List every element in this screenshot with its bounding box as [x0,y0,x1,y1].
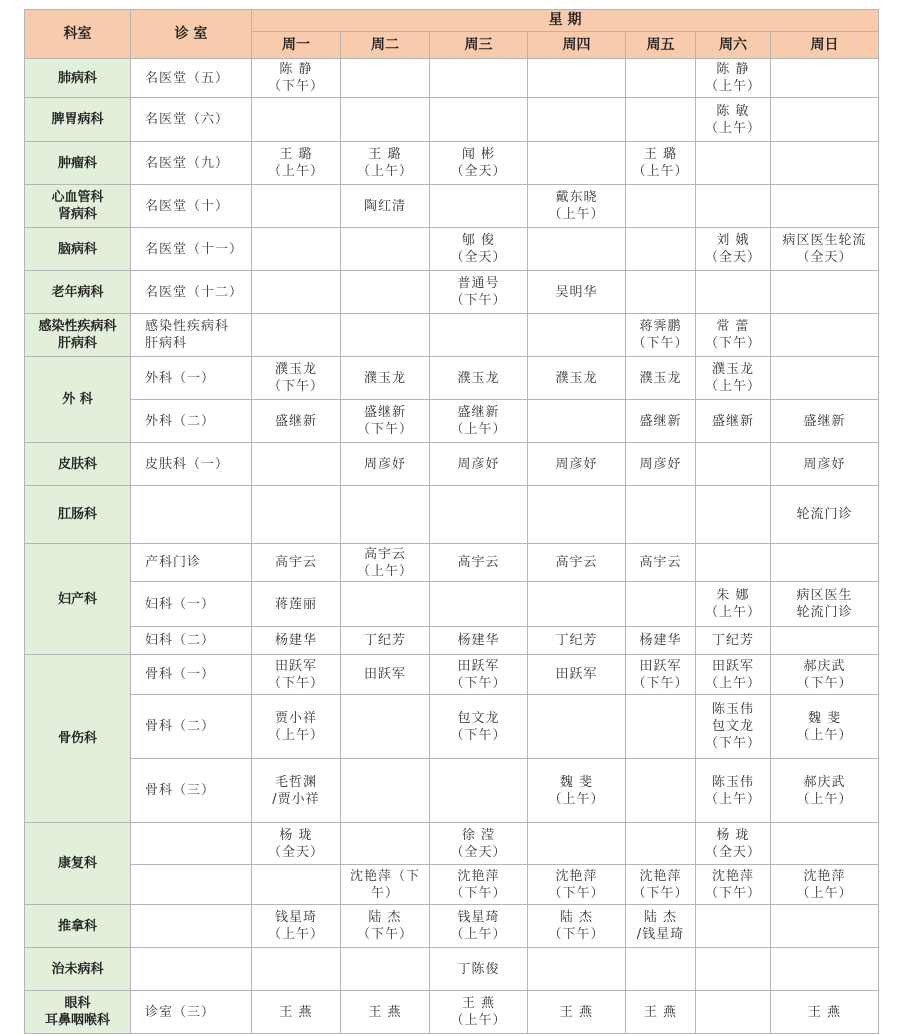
schedule-cell: 徐 滢 （全天） [430,823,528,865]
schedule-cell: 丁纪芳 [696,627,771,655]
schedule-cell [528,98,626,142]
dept-name: 皮肤科 [25,443,131,486]
schedule-cell: 田跃军 （下午） [252,655,341,695]
schedule-cell [696,185,771,228]
schedule-cell [626,59,696,98]
dept-name: 脑病科 [25,228,131,271]
room-name: 骨科（三） [131,759,252,823]
schedule-cell: 杨建华 [252,627,341,655]
schedule-cell [696,142,771,185]
header-dept: 科室 [25,10,131,59]
schedule-cell: 高宇云 （上午） [341,544,430,582]
schedule-cell: 普通号 （下午） [430,271,528,314]
dept-name: 感染性疾病科 肝病科 [25,314,131,357]
schedule-cell: 沈艳萍（下 午） [341,865,430,905]
room-name: 名医堂（十一） [131,228,252,271]
schedule-cell [252,865,341,905]
schedule-cell [771,98,879,142]
schedule-cell [252,314,341,357]
schedule-cell: 王 燕 [341,991,430,1034]
schedule-cell [696,905,771,948]
table-row [25,544,879,582]
schedule-cell: 吴明华 [528,271,626,314]
schedule-cell [252,443,341,486]
schedule-cell: 高宇云 [528,544,626,582]
room-name: 外科（二） [131,400,252,443]
schedule-cell: 陆 杰 （下午） [341,905,430,948]
schedule-cell: 濮玉龙 [430,357,528,400]
schedule-cell: 丁纪芳 [528,627,626,655]
schedule-cell [341,759,430,823]
schedule-cell: 陈 静 （下午） [252,59,341,98]
schedule-cell: 濮玉龙 （下午） [252,357,341,400]
schedule-cell: 周彦妤 [771,443,879,486]
schedule-cell: 王 燕 （上午） [430,991,528,1034]
schedule-cell: 病区医生 轮流门诊 [771,582,879,627]
room-name: 皮肤科（一） [131,443,252,486]
dept-name: 妇产科 [25,544,131,655]
table-row [25,98,879,142]
schedule-cell [626,823,696,865]
schedule-cell [430,98,528,142]
header-day-mon: 周一 [252,32,341,59]
schedule-cell: 杨建华 [626,627,696,655]
schedule-cell: 郝庆武 （上午） [771,759,879,823]
schedule-cell [696,948,771,991]
schedule-cell [341,98,430,142]
room-name: 名医堂（十） [131,185,252,228]
table-row [25,823,879,865]
schedule-cell: 田跃军 （下午） [626,655,696,695]
header-day-sun: 周日 [771,32,879,59]
dept-name: 外 科 [25,357,131,443]
schedule-cell [528,228,626,271]
schedule-cell: 刘 娥 （全天） [696,228,771,271]
schedule-cell: 濮玉龙 [341,357,430,400]
schedule-cell [696,544,771,582]
room-name: 名医堂（十二） [131,271,252,314]
schedule-cell [771,823,879,865]
schedule-cell [771,59,879,98]
schedule-cell: 常 蕾 （下午） [696,314,771,357]
schedule-cell: 盛继新 [626,400,696,443]
header-day-wed: 周三 [430,32,528,59]
table-row [25,443,879,486]
schedule-cell [341,948,430,991]
header-day-tue: 周二 [341,32,430,59]
room-name [131,823,252,865]
schedule-cell: 王 燕 [528,991,626,1034]
schedule-cell [252,185,341,228]
schedule-cell [430,759,528,823]
schedule-cell: 杨 珑 （全天） [252,823,341,865]
schedule-cell: 田跃军 （上午） [696,655,771,695]
schedule-cell [252,948,341,991]
schedule-cell [528,400,626,443]
schedule-cell: 陶红清 [341,185,430,228]
table-row [25,142,879,185]
room-name: 名医堂（六） [131,98,252,142]
schedule-cell [528,486,626,544]
schedule-cell: 陈 敏 （上午） [696,98,771,142]
schedule-cell [430,486,528,544]
schedule-cell: 郇 俊 （全天） [430,228,528,271]
schedule-cell [430,185,528,228]
schedule-table [24,9,879,1034]
table-row [25,271,879,314]
table-row [25,759,879,823]
schedule-cell [626,98,696,142]
schedule-cell [341,271,430,314]
schedule-cell: 蒋霁鹏 （下午） [626,314,696,357]
schedule-cell: 闻 彬 （全天） [430,142,528,185]
schedule-cell: 魏 斐 （上午） [771,695,879,759]
schedule-cell: 沈艳萍 （下午） [430,865,528,905]
schedule-cell [771,905,879,948]
schedule-cell [626,695,696,759]
schedule-cell: 陆 杰 /钱星琦 [626,905,696,948]
table-row [25,695,879,759]
header-room: 诊 室 [131,10,252,59]
schedule-cell: 包文龙 （下午） [430,695,528,759]
schedule-cell: 高宇云 [252,544,341,582]
schedule-cell: 杨 珑 （全天） [696,823,771,865]
schedule-cell: 盛继新 [696,400,771,443]
dept-name: 肛肠科 [25,486,131,544]
schedule-cell [528,59,626,98]
schedule-cell: 盛继新 （上午） [430,400,528,443]
schedule-cell [252,228,341,271]
schedule-cell: 高宇云 [626,544,696,582]
schedule-cell: 毛哲渊 /贾小祥 [252,759,341,823]
table-row [25,655,879,695]
schedule-cell: 周彦妤 [626,443,696,486]
schedule-cell [771,357,879,400]
schedule-cell: 高宇云 [430,544,528,582]
schedule-cell: 轮流门诊 [771,486,879,544]
room-name: 妇科（二） [131,627,252,655]
schedule-cell: 沈艳萍 （下午） [528,865,626,905]
schedule-cell [771,544,879,582]
table-row [25,59,879,98]
schedule-cell: 王 璐 （上午） [252,142,341,185]
schedule-cell [528,823,626,865]
room-name: 妇科（一） [131,582,252,627]
schedule-cell [341,486,430,544]
schedule-cell: 沈艳萍 （下午） [696,865,771,905]
table-row [25,400,879,443]
schedule-cell: 陈玉伟 包文龙 （下午） [696,695,771,759]
header-week: 星 期 [252,10,879,32]
schedule-cell: 王 璐 （上午） [626,142,696,185]
schedule-cell [341,59,430,98]
table-row [25,357,879,400]
schedule-cell [341,823,430,865]
schedule-cell: 丁纪芳 [341,627,430,655]
schedule-cell: 周彦妤 [528,443,626,486]
schedule-cell [528,582,626,627]
table-row [25,991,879,1034]
schedule-cell: 王 燕 [626,991,696,1034]
schedule-cell: 陆 杰 （下午） [528,905,626,948]
header-day-thu: 周四 [528,32,626,59]
schedule-cell: 濮玉龙 [528,357,626,400]
room-name: 骨科（一） [131,655,252,695]
schedule-cell: 濮玉龙 [626,357,696,400]
schedule-cell: 丁陈俊 [430,948,528,991]
schedule-cell: 钱星琦 （上午） [430,905,528,948]
schedule-cell [528,695,626,759]
schedule-cell [626,228,696,271]
room-name: 诊室（三） [131,991,252,1034]
room-name [131,948,252,991]
schedule-container [24,9,879,1034]
schedule-cell [341,228,430,271]
schedule-cell [430,314,528,357]
table-row [25,185,879,228]
schedule-cell: 陈玉伟 （上午） [696,759,771,823]
dept-name: 心血管科 肾病科 [25,185,131,228]
schedule-cell: 盛继新 [252,400,341,443]
table-row [25,627,879,655]
schedule-cell [696,271,771,314]
dept-name: 脾胃病科 [25,98,131,142]
room-name: 产科门诊 [131,544,252,582]
dept-name: 治未病科 [25,948,131,991]
schedule-cell [771,271,879,314]
schedule-cell [341,314,430,357]
schedule-cell: 田跃军 [528,655,626,695]
room-name: 感染性疾病科 肝病科 [131,314,252,357]
schedule-cell [626,582,696,627]
dept-name: 老年病科 [25,271,131,314]
schedule-cell [528,142,626,185]
schedule-cell: 王 璐 （上午） [341,142,430,185]
schedule-cell [696,443,771,486]
schedule-cell: 朱 娜 （上午） [696,582,771,627]
schedule-cell [626,948,696,991]
schedule-cell [626,185,696,228]
schedule-cell [528,948,626,991]
schedule-cell: 周彦妤 [341,443,430,486]
room-name: 骨科（二） [131,695,252,759]
schedule-cell: 濮玉龙 （上午） [696,357,771,400]
schedule-cell [771,627,879,655]
room-name: 外科（一） [131,357,252,400]
schedule-cell [771,948,879,991]
room-name [131,486,252,544]
schedule-cell: 田跃军 [341,655,430,695]
table-row [25,582,879,627]
schedule-cell [341,695,430,759]
room-name: 名医堂（九） [131,142,252,185]
schedule-cell [341,582,430,627]
dept-name: 眼科 耳鼻咽喉科 [25,991,131,1034]
schedule-cell [252,486,341,544]
schedule-cell [252,98,341,142]
schedule-cell [626,271,696,314]
schedule-cell [696,486,771,544]
schedule-cell [430,59,528,98]
schedule-cell: 蒋莲丽 [252,582,341,627]
schedule-cell [252,271,341,314]
dept-name: 骨伤科 [25,655,131,823]
schedule-cell [430,582,528,627]
table-row [25,905,879,948]
table-row [25,948,879,991]
schedule-cell: 沈艳萍 （下午） [626,865,696,905]
schedule-cell: 王 燕 [252,991,341,1034]
table-row [25,314,879,357]
room-name [131,905,252,948]
table-row [25,228,879,271]
room-name: 名医堂（五） [131,59,252,98]
table-row [25,486,879,544]
dept-name: 推拿科 [25,905,131,948]
room-name [131,865,252,905]
schedule-cell: 杨建华 [430,627,528,655]
schedule-cell: 钱星琦 （上午） [252,905,341,948]
dept-name: 肺病科 [25,59,131,98]
schedule-cell [771,142,879,185]
schedule-cell [528,314,626,357]
schedule-cell: 盛继新 [771,400,879,443]
header-day-fri: 周五 [626,32,696,59]
schedule-cell: 田跃军 （下午） [430,655,528,695]
schedule-cell: 魏 斐 （上午） [528,759,626,823]
schedule-cell: 病区医生轮流 （全天） [771,228,879,271]
table-row [25,865,879,905]
dept-name: 康复科 [25,823,131,905]
schedule-cell [626,759,696,823]
schedule-cell [771,314,879,357]
schedule-cell: 周彦妤 [430,443,528,486]
dept-name: 肿瘤科 [25,142,131,185]
schedule-cell: 沈艳萍 （上午） [771,865,879,905]
schedule-cell [626,486,696,544]
header-day-sat: 周六 [696,32,771,59]
schedule-body [25,59,879,1034]
schedule-cell: 王 燕 [771,991,879,1034]
schedule-cell [771,185,879,228]
schedule-cell [696,991,771,1034]
schedule-cell: 盛继新 （下午） [341,400,430,443]
schedule-cell: 郝庆武 （下午） [771,655,879,695]
schedule-cell: 贾小祥 （上午） [252,695,341,759]
schedule-cell: 陈 静 （上午） [696,59,771,98]
schedule-cell: 戴东晓 （上午） [528,185,626,228]
